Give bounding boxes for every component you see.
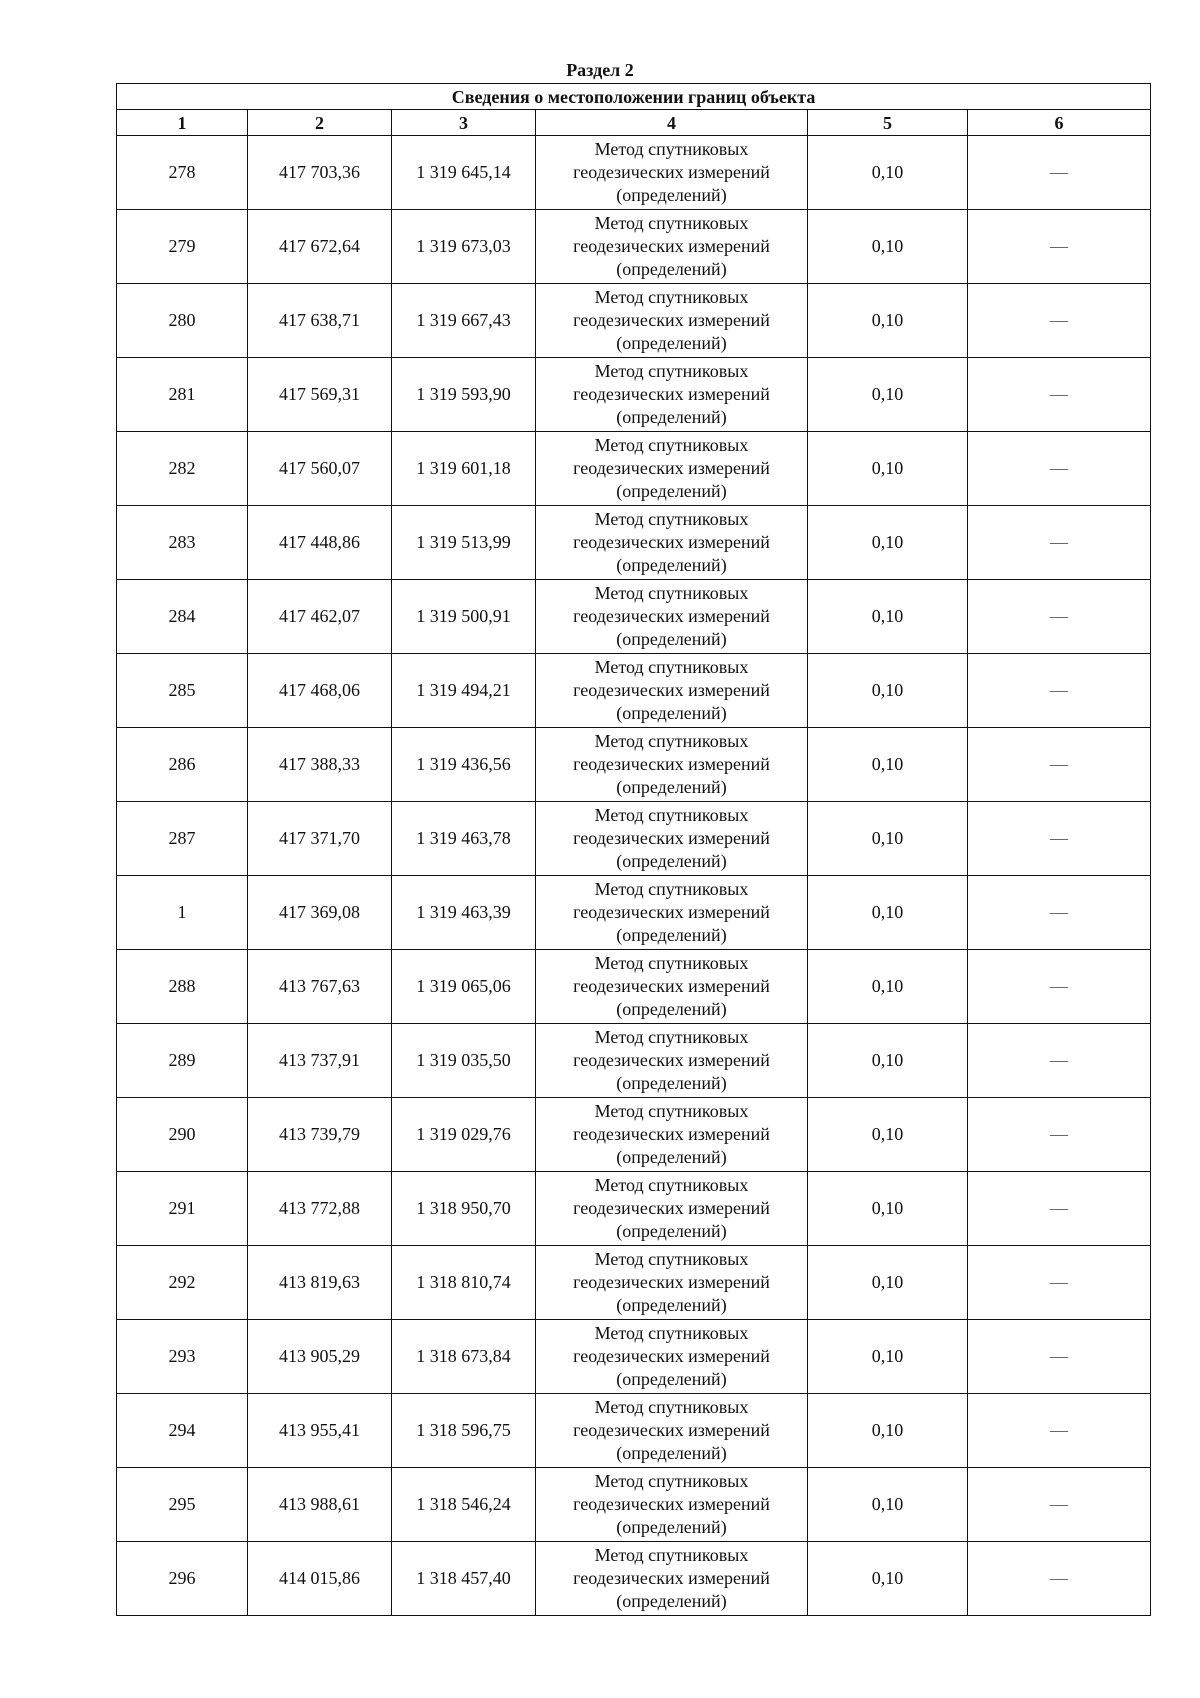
note-cell	[968, 506, 1151, 580]
method-cell-text: Метод спутниковых геодезических измерений (определений)	[573, 509, 770, 575]
accuracy-cell: 0,10	[808, 580, 968, 654]
note-cell	[968, 1246, 1151, 1320]
x-coordinate-cell: 413 739,79	[248, 1098, 392, 1172]
note-cell	[968, 950, 1151, 1024]
method-cell	[536, 580, 808, 654]
point-number-cell: 293	[117, 1320, 248, 1394]
note-cell-text: —	[1050, 458, 1069, 478]
point-number-cell: 278	[117, 136, 248, 210]
y-coordinate-cell: 1 318 457,40	[392, 1542, 536, 1616]
table-row	[117, 654, 1151, 728]
method-cell	[536, 1024, 808, 1098]
y-coordinate-cell: 1 319 035,50	[392, 1024, 536, 1098]
note-cell	[968, 1394, 1151, 1468]
note-cell-text: —	[1050, 1568, 1069, 1588]
note-cell	[968, 136, 1151, 210]
x-coordinate-cell: 414 015,86	[248, 1542, 392, 1616]
point-number-cell: 283	[117, 506, 248, 580]
column-number: 2	[248, 110, 392, 136]
x-coordinate-cell: 413 767,63	[248, 950, 392, 1024]
x-coordinate-cell: 417 369,08	[248, 876, 392, 950]
accuracy-cell: 0,10	[808, 1394, 968, 1468]
accuracy-cell: 0,10	[808, 1024, 968, 1098]
point-number-cell: 292	[117, 1246, 248, 1320]
y-coordinate-cell: 1 319 601,18	[392, 432, 536, 506]
note-cell-text: —	[1050, 680, 1069, 700]
table-row	[117, 136, 1151, 210]
y-coordinate-cell: 1 319 645,14	[392, 136, 536, 210]
method-cell	[536, 506, 808, 580]
point-number-cell: 289	[117, 1024, 248, 1098]
point-number-cell: 287	[117, 802, 248, 876]
accuracy-cell: 0,10	[808, 1320, 968, 1394]
note-cell-text: —	[1050, 754, 1069, 774]
x-coordinate-cell: 413 772,88	[248, 1172, 392, 1246]
x-coordinate-cell: 417 569,31	[248, 358, 392, 432]
table-row	[117, 1468, 1151, 1542]
note-cell-text: —	[1050, 532, 1069, 552]
method-cell-text: Метод спутниковых геодезических измерений (определений)	[573, 1323, 770, 1389]
method-cell-text: Метод спутниковых геодезических измерений (определений)	[573, 1545, 770, 1611]
method-cell	[536, 1542, 808, 1616]
method-cell	[536, 1320, 808, 1394]
note-cell	[968, 358, 1151, 432]
note-cell	[968, 728, 1151, 802]
y-coordinate-cell: 1 319 463,39	[392, 876, 536, 950]
method-cell-text: Метод спутниковых геодезических измерений (определений)	[573, 953, 770, 1019]
y-coordinate-cell: 1 318 596,75	[392, 1394, 536, 1468]
method-cell-text: Метод спутниковых геодезических измерений (определений)	[573, 1027, 770, 1093]
note-cell	[968, 580, 1151, 654]
y-coordinate-cell: 1 319 029,76	[392, 1098, 536, 1172]
method-cell	[536, 1172, 808, 1246]
y-coordinate-cell: 1 319 593,90	[392, 358, 536, 432]
y-coordinate-cell: 1 319 463,78	[392, 802, 536, 876]
x-coordinate-cell: 413 988,61	[248, 1468, 392, 1542]
column-number: 3	[392, 110, 536, 136]
table-row	[117, 506, 1151, 580]
accuracy-cell: 0,10	[808, 654, 968, 728]
accuracy-cell: 0,10	[808, 950, 968, 1024]
table-row	[117, 432, 1151, 506]
method-cell-text: Метод спутниковых геодезических измерений (определений)	[573, 213, 770, 279]
method-cell	[536, 654, 808, 728]
table-row	[117, 358, 1151, 432]
method-cell-text: Метод спутниковых геодезических измерений (определений)	[573, 139, 770, 205]
table-row	[117, 1098, 1151, 1172]
table-row	[117, 728, 1151, 802]
column-number: 5	[808, 110, 968, 136]
method-cell-text: Метод спутниковых геодезических измерений (определений)	[573, 435, 770, 501]
point-number-cell: 288	[117, 950, 248, 1024]
note-cell-text: —	[1050, 902, 1069, 922]
x-coordinate-cell: 417 371,70	[248, 802, 392, 876]
table-row	[117, 284, 1151, 358]
x-coordinate-cell: 417 638,71	[248, 284, 392, 358]
method-cell-text: Метод спутниковых геодезических измерений (определений)	[573, 731, 770, 797]
method-cell	[536, 728, 808, 802]
table-row	[117, 210, 1151, 284]
note-cell-text: —	[1050, 1124, 1069, 1144]
y-coordinate-cell: 1 319 667,43	[392, 284, 536, 358]
column-number: 1	[117, 110, 248, 136]
table-row	[117, 1246, 1151, 1320]
table-row	[117, 1172, 1151, 1246]
note-cell-text: —	[1050, 310, 1069, 330]
method-cell	[536, 1098, 808, 1172]
point-number-cell: 1	[117, 876, 248, 950]
method-cell	[536, 284, 808, 358]
table-row	[117, 1320, 1151, 1394]
note-cell	[968, 802, 1151, 876]
y-coordinate-cell: 1 319 436,56	[392, 728, 536, 802]
method-cell	[536, 136, 808, 210]
point-number-cell: 280	[117, 284, 248, 358]
x-coordinate-cell: 417 703,36	[248, 136, 392, 210]
point-number-cell: 285	[117, 654, 248, 728]
method-cell-text: Метод спутниковых геодезических измерений (определений)	[573, 583, 770, 649]
table-row	[117, 1024, 1151, 1098]
note-cell-text: —	[1050, 1198, 1069, 1218]
x-coordinate-cell: 417 672,64	[248, 210, 392, 284]
method-cell	[536, 802, 808, 876]
column-number: 6	[968, 110, 1151, 136]
method-cell-text: Метод спутниковых геодезических измерений (определений)	[573, 1249, 770, 1315]
method-cell-text: Метод спутниковых геодезических измерений (определений)	[573, 287, 770, 353]
method-cell	[536, 1394, 808, 1468]
point-number-cell: 290	[117, 1098, 248, 1172]
accuracy-cell: 0,10	[808, 802, 968, 876]
table-row	[117, 950, 1151, 1024]
note-cell-text: —	[1050, 162, 1069, 182]
point-number-cell: 286	[117, 728, 248, 802]
note-cell-text: —	[1050, 828, 1069, 848]
method-cell-text: Метод спутниковых геодезических измерений (определений)	[573, 805, 770, 871]
point-number-cell: 282	[117, 432, 248, 506]
method-cell	[536, 210, 808, 284]
note-cell	[968, 654, 1151, 728]
note-cell-text: —	[1050, 606, 1069, 626]
accuracy-cell: 0,10	[808, 358, 968, 432]
y-coordinate-cell: 1 319 673,03	[392, 210, 536, 284]
column-number: 4	[536, 110, 808, 136]
column-number-row	[117, 110, 1151, 136]
method-cell	[536, 1468, 808, 1542]
y-coordinate-cell: 1 319 513,99	[392, 506, 536, 580]
method-cell	[536, 876, 808, 950]
point-number-cell: 291	[117, 1172, 248, 1246]
note-cell-text: —	[1050, 1050, 1069, 1070]
method-cell-text: Метод спутниковых геодезических измерений (определений)	[573, 361, 770, 427]
x-coordinate-cell: 417 560,07	[248, 432, 392, 506]
accuracy-cell: 0,10	[808, 1246, 968, 1320]
x-coordinate-cell: 417 468,06	[248, 654, 392, 728]
method-cell	[536, 358, 808, 432]
y-coordinate-cell: 1 318 673,84	[392, 1320, 536, 1394]
y-coordinate-cell: 1 319 500,91	[392, 580, 536, 654]
y-coordinate-cell: 1 319 494,21	[392, 654, 536, 728]
note-cell	[968, 1024, 1151, 1098]
note-cell-text: —	[1050, 236, 1069, 256]
accuracy-cell: 0,10	[808, 876, 968, 950]
table-row	[117, 876, 1151, 950]
note-cell	[968, 1542, 1151, 1616]
point-number-cell: 279	[117, 210, 248, 284]
accuracy-cell: 0,10	[808, 432, 968, 506]
x-coordinate-cell: 413 905,29	[248, 1320, 392, 1394]
y-coordinate-cell: 1 318 546,24	[392, 1468, 536, 1542]
method-cell	[536, 950, 808, 1024]
section-title: Раздел 2	[566, 60, 634, 80]
boundary-coordinates-table	[116, 83, 1151, 1616]
method-cell	[536, 432, 808, 506]
note-cell	[968, 432, 1151, 506]
point-number-cell: 296	[117, 1542, 248, 1616]
point-number-cell: 294	[117, 1394, 248, 1468]
method-cell-text: Метод спутниковых геодезических измерений (определений)	[573, 1175, 770, 1241]
accuracy-cell: 0,10	[808, 136, 968, 210]
accuracy-cell: 0,10	[808, 506, 968, 580]
point-number-cell: 295	[117, 1468, 248, 1542]
note-cell-text: —	[1050, 1494, 1069, 1514]
method-cell	[536, 1246, 808, 1320]
accuracy-cell: 0,10	[808, 210, 968, 284]
table-row	[117, 580, 1151, 654]
note-cell-text: —	[1050, 1272, 1069, 1292]
accuracy-cell: 0,10	[808, 1172, 968, 1246]
method-cell-text: Метод спутниковых геодезических измерений (определений)	[573, 879, 770, 945]
table-body	[117, 136, 1151, 1616]
y-coordinate-cell: 1 319 065,06	[392, 950, 536, 1024]
note-cell-text: —	[1050, 384, 1069, 404]
point-number-cell: 281	[117, 358, 248, 432]
method-cell-text: Метод спутниковых геодезических измерений (определений)	[573, 1471, 770, 1537]
note-cell	[968, 876, 1151, 950]
accuracy-cell: 0,10	[808, 728, 968, 802]
table-row	[117, 1394, 1151, 1468]
note-cell-text: —	[1050, 1346, 1069, 1366]
accuracy-cell: 0,10	[808, 1098, 968, 1172]
method-cell-text: Метод спутниковых геодезических измерений (определений)	[573, 657, 770, 723]
table-row	[117, 1542, 1151, 1616]
method-cell-text: Метод спутниковых геодезических измерений (определений)	[573, 1397, 770, 1463]
x-coordinate-cell: 413 955,41	[248, 1394, 392, 1468]
method-cell-text: Метод спутниковых геодезических измерений (определений)	[573, 1101, 770, 1167]
y-coordinate-cell: 1 318 950,70	[392, 1172, 536, 1246]
x-coordinate-cell: 417 448,86	[248, 506, 392, 580]
note-cell-text: —	[1050, 1420, 1069, 1440]
accuracy-cell: 0,10	[808, 1468, 968, 1542]
table-caption: Сведения о местоположении границ объекта	[117, 84, 1151, 110]
accuracy-cell: 0,10	[808, 284, 968, 358]
note-cell	[968, 1468, 1151, 1542]
y-coordinate-cell: 1 318 810,74	[392, 1246, 536, 1320]
note-cell	[968, 1320, 1151, 1394]
point-number-cell: 284	[117, 580, 248, 654]
table-row	[117, 802, 1151, 876]
note-cell	[968, 284, 1151, 358]
x-coordinate-cell: 413 737,91	[248, 1024, 392, 1098]
x-coordinate-cell: 417 388,33	[248, 728, 392, 802]
note-cell-text: —	[1050, 976, 1069, 996]
x-coordinate-cell: 413 819,63	[248, 1246, 392, 1320]
note-cell	[968, 210, 1151, 284]
note-cell	[968, 1172, 1151, 1246]
accuracy-cell: 0,10	[808, 1542, 968, 1616]
x-coordinate-cell: 417 462,07	[248, 580, 392, 654]
note-cell	[968, 1098, 1151, 1172]
